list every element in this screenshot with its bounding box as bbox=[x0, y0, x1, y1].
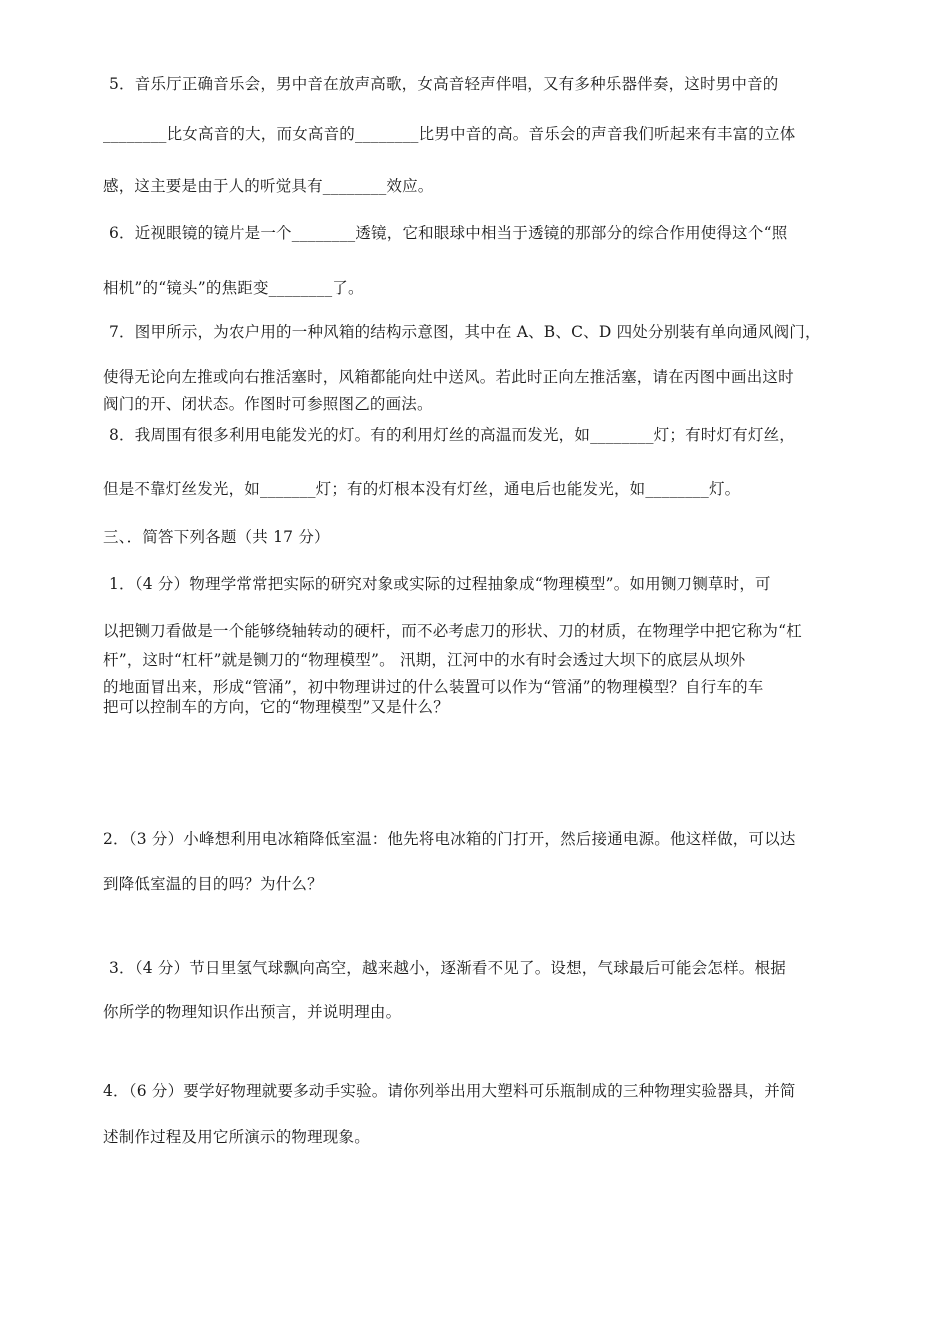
q7-line-2: 使得无论向左推或向右推活塞时，风箱都能向灶中送风。若此时正向左推活塞，请在丙图中画出这时 bbox=[103, 368, 794, 386]
sa3-line-2: 你所学的物理知识作出预言，并说明理由。 bbox=[103, 1003, 402, 1021]
q6-line-1: 6．近视眼镜的镜片是一个________透镜，它和眼球中相当于透镜的那部分的综合作用使得这个“照 bbox=[109, 224, 788, 242]
sa1-line-2: 以把铡刀看做是一个能够绕轴转动的硬杆，而不必考虑刀的形状、刀的材质，在物理学中把它称为“杠 bbox=[103, 622, 802, 640]
section-three-heading: 三、．简答下列各题（共 17 分） bbox=[103, 528, 330, 546]
sa1-line-3: 杆”，这时“杠杆”就是铡刀的“物理模型”。 汛期，江河中的水有时会透过大坝下的底层从坝外 bbox=[103, 651, 746, 669]
sa4-line-1: 4．（6 分）要学好物理就要多动手实验。请你列举出用大塑料可乐瓶制成的三种物理实验器具，并简 bbox=[103, 1082, 796, 1100]
q6-line-2: 相机”的“镜头”的焦距变________了。 bbox=[103, 279, 364, 297]
sa1-line-1: 1．（4 分）物理学常常把实际的研究对象或实际的过程抽象成“物理模型”。如用铡刀铡草时，可 bbox=[109, 575, 771, 593]
sa2-line-2: 到降低室温的目的吗？为什么？ bbox=[103, 875, 323, 893]
sa1-line-5: 把可以控制车的方向，它的“物理模型”又是什么？ bbox=[103, 698, 449, 716]
sa3-line-1: 3．（4 分）节日里氢气球飘向高空，越来越小，逐渐看不见了。设想，气球最后可能会怎样。根据 bbox=[109, 959, 786, 977]
sa2-line-1: 2．（3 分）小峰想利用电冰箱降低室温：他先将电冰箱的门打开，然后接通电源。他这样做，可以达 bbox=[103, 830, 796, 848]
sa4-line-2: 述制作过程及用它所演示的物理现象。 bbox=[103, 1128, 370, 1146]
q5-line-1: 5．音乐厅正确音乐会，男中音在放声高歌，女高音轻声伴唱，又有多种乐器伴奏，这时男中音的 bbox=[109, 75, 779, 93]
q7-line-3: 阀门的开、闭状态。作图时可参照图乙的画法。 bbox=[103, 395, 433, 413]
q8-line-1: 8．我周围有很多利用电能发光的灯。有的利用灯丝的高温而发光，如________灯；有时灯有灯丝， bbox=[109, 426, 795, 444]
sa1-line-4: 的地面冒出来，形成“管涌”，初中物理讲过的什么装置可以作为“管涌”的物理模型？自行车的车 bbox=[103, 678, 764, 696]
q7-line-1: 7．图甲所示，为农户用的一种风箱的结构示意图，其中在 A、B、C、D 四处分别装有单向通风阀门， bbox=[109, 323, 821, 341]
q8-line-2: 但是不靠灯丝发光，如_______灯；有的灯根本没有灯丝，通电后也能发光，如________灯。 bbox=[103, 480, 741, 498]
q5-line-3: 感，这主要是由于人的听觉具有________效应。 bbox=[103, 177, 434, 195]
q5-line-2: ________比女高音的大，而女高音的________比男中音的高。音乐会的声音我们听起来有丰富的立体 bbox=[103, 125, 796, 143]
